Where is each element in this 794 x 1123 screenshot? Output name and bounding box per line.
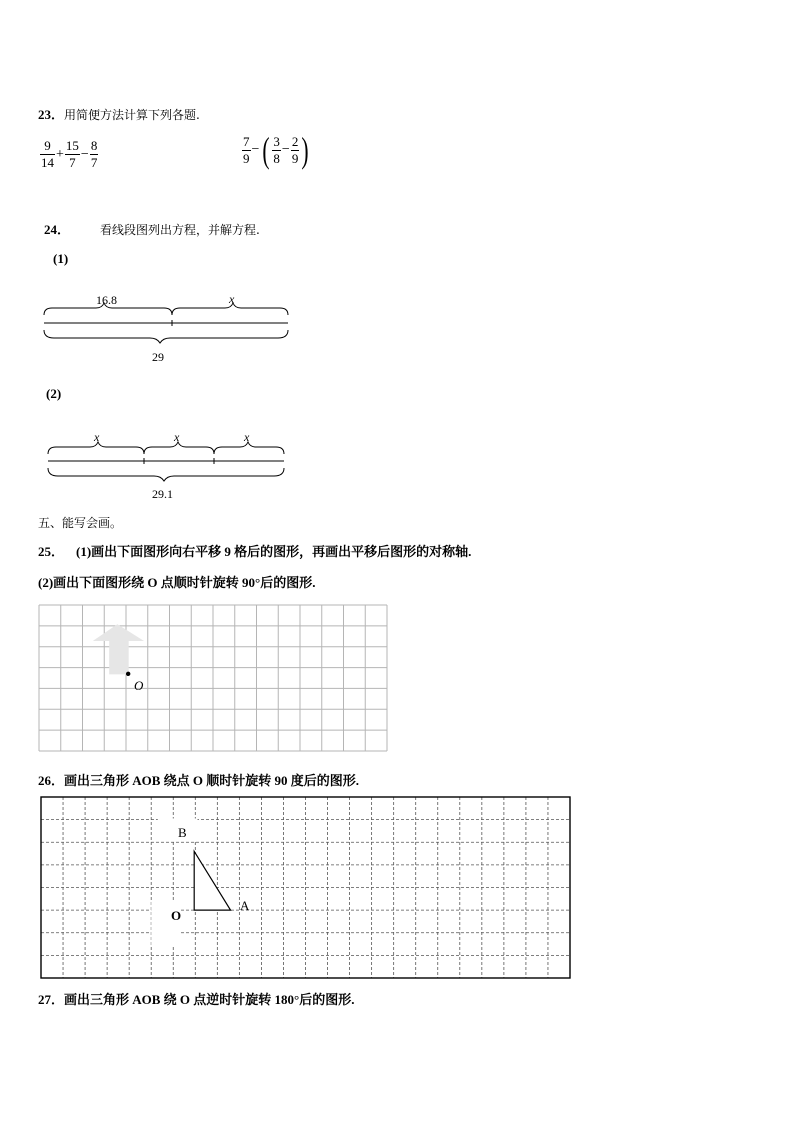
q25-grid-svg xyxy=(38,604,388,752)
label-29-1: 29.1 xyxy=(152,487,173,501)
q25-number: 25． xyxy=(38,544,65,559)
q26-grid xyxy=(40,796,571,979)
bottom-brace xyxy=(44,330,288,343)
q27-number: 27． xyxy=(38,992,65,1007)
fraction: $\frac{3}{8}$ xyxy=(273,133,280,166)
arrow-figure xyxy=(94,625,142,674)
q25-line2: (2)画出下面图形绕 O 点顺时针旋转 90°后的图形. xyxy=(38,575,316,590)
point-o-label: O xyxy=(134,678,144,693)
point-a-label: A xyxy=(240,898,250,913)
q23-number: 23． xyxy=(38,107,65,122)
label-x: x xyxy=(229,292,235,306)
label-29: 29 xyxy=(152,350,164,364)
q25-heading xyxy=(38,541,471,560)
operator: + xyxy=(56,146,64,162)
q23-heading xyxy=(38,104,200,123)
q25-grid xyxy=(38,604,388,752)
segment-diagram-2 xyxy=(44,430,294,505)
q27-text: 画出三角形 AOB 绕 O 点逆时针旋转 180°后的图形. xyxy=(64,992,355,1007)
q24-part1-label: (1) xyxy=(53,251,69,266)
section-title: 五、能写会画。 xyxy=(38,516,123,530)
fraction: $\frac{7}{9}$ xyxy=(243,133,250,166)
point-o xyxy=(126,672,130,676)
bottom-brace xyxy=(48,468,284,481)
operator: − xyxy=(281,142,290,157)
label-x: x xyxy=(174,430,180,444)
segment-diagram-1 xyxy=(40,290,295,362)
q24-text: 看线段图列出方程，并解方程. xyxy=(100,223,260,237)
label-x: x xyxy=(244,430,250,444)
point-o-label: O xyxy=(171,908,182,923)
operator: − xyxy=(251,142,260,157)
q24-number: 24． xyxy=(44,222,71,237)
fraction: $\frac{15}{7}$ xyxy=(65,138,79,170)
left-paren: ( xyxy=(262,130,271,170)
right-paren: ) xyxy=(301,130,309,170)
q23-expression-1 xyxy=(40,138,98,171)
q23-expression-2 xyxy=(242,132,311,168)
fraction: $\frac{2}{9}$ xyxy=(291,133,299,166)
q27-heading xyxy=(38,989,355,1008)
q25-line1: (1)画出下面图形向右平移 9 格后的图形，再画出平移后图形的对称轴. xyxy=(76,544,472,559)
label-16-8: 16.8 xyxy=(96,293,117,307)
q24-heading xyxy=(44,219,260,238)
label-x: x xyxy=(94,430,100,444)
operator: − xyxy=(80,146,89,162)
fraction: $\frac{9}{14}$ xyxy=(41,138,54,170)
q23-text: 用简便方法计算下列各题. xyxy=(64,108,200,122)
fraction: $\frac{8}{7}$ xyxy=(90,138,98,170)
q24-part2-label: (2) xyxy=(46,386,62,401)
q26-number: 26． xyxy=(38,773,65,788)
triangle-aob xyxy=(194,851,230,910)
segment-diagram-1-svg xyxy=(40,290,295,362)
q26-heading xyxy=(38,770,359,789)
q26-grid-svg xyxy=(40,796,571,979)
point-b-label: B xyxy=(178,825,187,840)
q26-text: 画出三角形 AOB 绕点 O 顺时针旋转 90 度后的图形. xyxy=(64,773,360,788)
